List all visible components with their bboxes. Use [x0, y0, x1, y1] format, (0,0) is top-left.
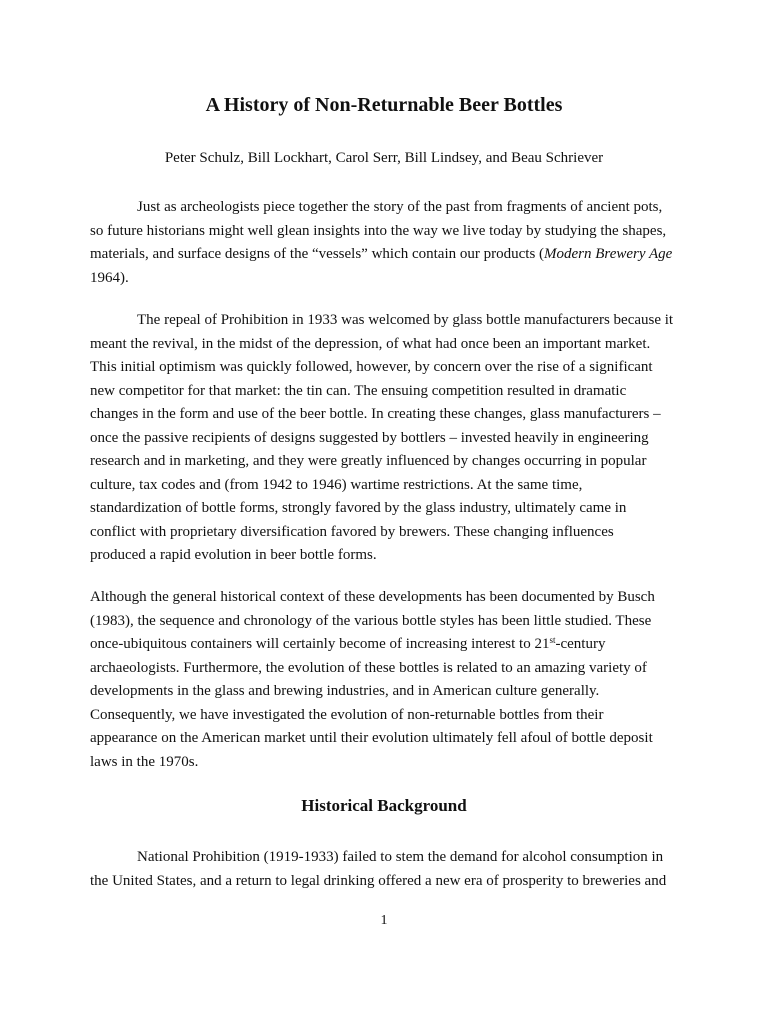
author-list: Peter Schulz, Bill Lockhart, Carol Serr, Bill Lindsey, and Beau Schriever [164, 150, 604, 166]
document-title: A History of Non-Returnable Beer Bottles [205, 94, 563, 116]
paragraph-line: developments in the glass and brewing industries, and in American culture generally. [90, 683, 600, 699]
paragraph-line: research and in marketing, and they were greatly influenced by changes occurring in popular [90, 453, 647, 469]
paragraph-line [90, 243, 676, 267]
paragraph-prohibition [90, 846, 676, 893]
text-run: materials, and surface designs of the “vessels” which contain our products ( [90, 246, 545, 262]
paragraph-line: so future historians might well glean insights into the way we live today by studying the shapes, [90, 222, 667, 239]
paragraph-line: meant the revival, in the midst of the depression, of what had once been an important market. [90, 335, 651, 352]
paragraph-line: Consequently, we have investigated the evolution of non-returnable bottles from their [90, 706, 604, 723]
paragraph-line [90, 633, 676, 657]
paragraph-line: laws in the 1970s. [90, 753, 199, 770]
paragraph-line: culture, tax codes and (from 1942 to 1946) wartime restrictions. At the same time, [90, 476, 583, 493]
paragraph-line: changes in the form and use of the beer bottle. In creating these changes, glass manufacturers – [90, 406, 661, 422]
paragraph-line: (1983), the sequence and chronology of the various bottle styles has been little studied. These [90, 612, 652, 629]
paragraph-context [90, 586, 676, 774]
section-heading: Historical Background [301, 796, 467, 815]
paragraph-line: The repeal of Prohibition in 1933 was welcomed by glass bottle manufacturers because it [137, 312, 674, 328]
paragraph-line: Just as archeologists piece together the story of the past from fragments of ancient pots, [137, 199, 663, 215]
paragraph-line: National Prohibition (1919-1933) failed to stem the demand for alcohol consumption in [137, 849, 664, 865]
paragraph-line: standardization of bottle forms, strongly favored by the glass industry, ultimately came in [90, 500, 627, 516]
paragraph-line: This initial optimism was quickly followed, however, by concern over the rise of a significant [90, 359, 653, 375]
text-run: -century [555, 636, 606, 652]
citation-italic: Modern Brewery Age [544, 246, 673, 262]
paragraph-line: archaeologists. Furthermore, the evolution of these bottles is related to an amazing variety of [90, 659, 647, 676]
text-run: once-ubiquitous containers will certainly become of increasing interest to 21 [90, 636, 550, 652]
paragraph-line: the United States, and a return to legal drinking offered a new era of prosperity to breweries and [90, 872, 667, 889]
paragraph-repeal [90, 309, 676, 568]
page-number: 1 [380, 913, 388, 928]
paragraph-line: new competitor for that market: the tin can. The ensuing competition resulted in dramatic [90, 382, 627, 399]
paragraph-line: Although the general historical context of these developments has been documented by Busch [90, 589, 655, 605]
paragraph-line: 1964). [90, 269, 129, 286]
paragraph-line: conflict with proprietary diversification favored by brewers. These changing influences [90, 523, 614, 540]
paragraph-line: appearance on the American market until their evolution ultimately fell afoul of bottle deposit [90, 730, 653, 746]
paragraph-intro [90, 196, 676, 290]
paragraph-line: produced a rapid evolution in beer bottle forms. [90, 547, 377, 563]
paragraph-line: once the passive recipients of designs suggested by bottlers – invested heavily in engineering [90, 429, 649, 446]
superscript: st [549, 635, 556, 645]
